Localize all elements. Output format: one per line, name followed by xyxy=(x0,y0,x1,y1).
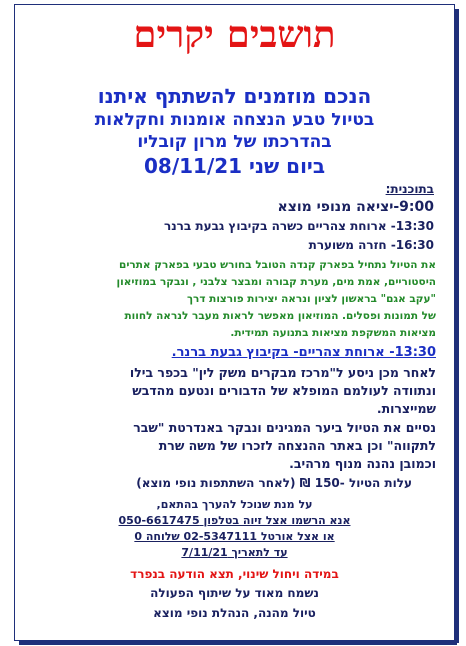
closing-text-line: לתקווה" וכן באתר ההנצחה לזכרו של משה שרת xyxy=(158,438,436,453)
signoff-line: טיול מהנה, הנהלת נופי מוצא xyxy=(153,606,316,620)
invite-line-1: הנכם מוזמנים להשתתף איתנו xyxy=(97,84,372,108)
flyer-title: תושבים יקרים xyxy=(133,12,336,56)
registration-phone-ortal: או אצל אורטל 02-5347111 שלוחה 0 xyxy=(134,530,335,543)
trip-cost: עלות הטיול -150 ₪ (לאחר השתתפות נופי מוצא) xyxy=(136,476,412,490)
schedule-item: 16:30- חזרה משוערת xyxy=(308,238,434,252)
description-line: "עקב אגם" בראשון לציון ונראה יצירות פורצות דרך xyxy=(186,293,436,305)
schedule-item: 9:00-יציאה מנופי מוצא xyxy=(277,199,434,215)
schedule-item: 13:30- ארוחת צהריים כשרה בקיבוץ גבעת ברנר xyxy=(164,219,434,233)
change-notice: במידה ויחול שינוי, תצא הודעה בנפרד xyxy=(130,567,339,581)
registration-deadline: עד לתאריך 7/11/21 xyxy=(181,546,288,559)
description-line: מציאות המשקפת מציאות בתנועה תמידית. xyxy=(230,327,436,339)
lunch-text-line: שמייצרות. xyxy=(376,401,436,416)
description-line: היסטוריים, אמת מים, מערת קבורה ומבצר צלבני , ונבקר במוזיאון xyxy=(116,276,436,288)
registration-intro: על מנת שנוכל להערך בהתאם, xyxy=(156,498,313,511)
event-date: ביום שני 08/11/21 xyxy=(143,154,326,178)
description-line: של תמונות ופסלים. המוזיאון מאפשר לראות מעבר לנראה לחוות xyxy=(124,310,436,322)
closing-text-line: וכמובן נהנה מנוף מרהיב. xyxy=(289,456,436,471)
closing-text-line: נסיים את הטיול ביער המגינים ונבקר באנדרטת "שבר xyxy=(133,420,436,435)
schedule-heading: בתוכנית: xyxy=(385,182,434,196)
lunch-text-line: לאחר מכן ניסע ל"מרכז מבקרים משק לין" בכפר בילו xyxy=(129,365,436,380)
invite-line-2: בטיול טבע הנצחה אומנות וחקלאות xyxy=(94,110,375,130)
description-line: את הטיול נתחיל בפארק קנדה הטובל בחורש טבעי בפארק אתרים xyxy=(119,259,436,271)
invite-line-3: בהדרכתו של מרון קובליו xyxy=(137,132,332,152)
registration-phone-ziva: אנא הרשמו אצל זיוה בטלפון 050-6617475 xyxy=(118,514,351,527)
thanks-line: נשמח מאוד על שיתוף הפעולה xyxy=(150,586,319,600)
lunch-heading: 13:30- ארוחת צהריים- בקיבוץ גבעת ברנר. xyxy=(171,345,436,360)
lunch-text-line: ונתוודה לעולמם המופלא של הדבורים ונטעם מהדבש xyxy=(132,383,436,398)
